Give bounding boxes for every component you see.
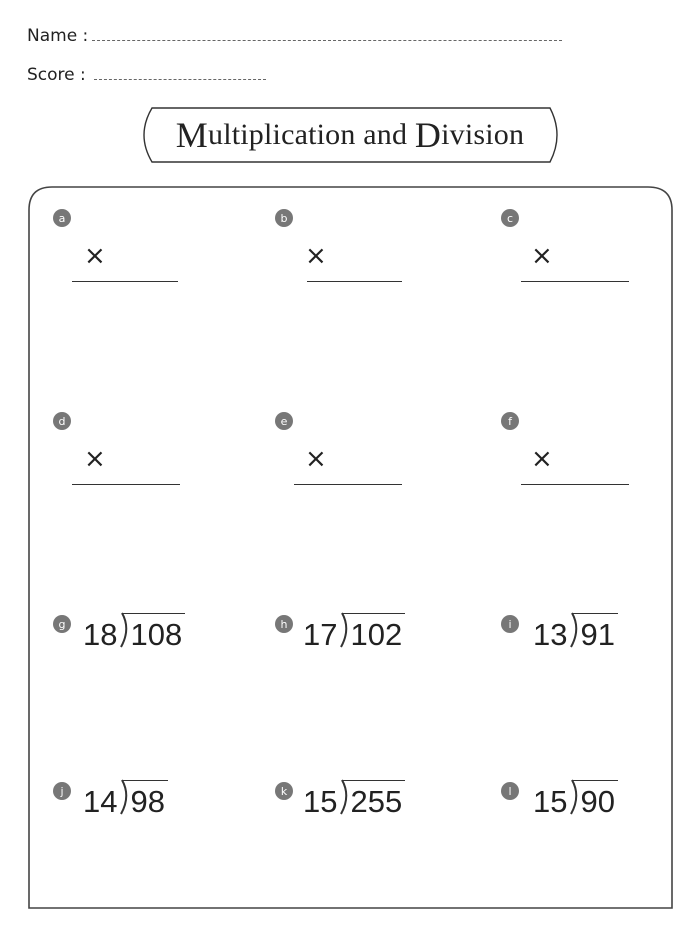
problem-label-badge: c bbox=[501, 209, 519, 227]
times-symbol: × bbox=[531, 241, 553, 271]
divisor: 18 bbox=[83, 617, 118, 652]
problem-label-badge: j bbox=[53, 782, 71, 800]
problem-label-badge: e bbox=[275, 412, 293, 430]
dividend: 108 bbox=[130, 617, 183, 652]
dividend: 98 bbox=[130, 784, 165, 819]
divisor: 15 bbox=[533, 784, 568, 819]
dividend: 102 bbox=[350, 617, 403, 652]
times-symbol: × bbox=[531, 444, 553, 474]
dividend: 91 bbox=[580, 617, 615, 652]
times-symbol: × bbox=[305, 444, 327, 474]
divisor: 13 bbox=[533, 617, 568, 652]
title-part-2: ivision bbox=[441, 118, 525, 151]
divisor: 17 bbox=[303, 617, 338, 652]
problem-label-badge: l bbox=[501, 782, 519, 800]
division-vinculum bbox=[573, 780, 617, 781]
problem-label-badge: a bbox=[53, 209, 71, 227]
divisor: 14 bbox=[83, 784, 118, 819]
division-vinculum bbox=[123, 613, 185, 614]
score-label: Score : bbox=[27, 65, 86, 85]
answer-line bbox=[294, 484, 402, 485]
times-symbol: × bbox=[84, 444, 106, 474]
title-cap-d: D bbox=[414, 115, 442, 155]
title-cap-m: M bbox=[175, 115, 208, 155]
problem-label-badge: h bbox=[275, 615, 293, 633]
answer-line bbox=[521, 281, 629, 282]
dividend: 255 bbox=[350, 784, 403, 819]
answer-line bbox=[307, 281, 402, 282]
answer-line bbox=[72, 484, 180, 485]
title-part-1: ultiplication and bbox=[208, 118, 415, 151]
problem-label-badge: k bbox=[275, 782, 293, 800]
times-symbol: × bbox=[84, 241, 106, 271]
problem-label-badge: d bbox=[53, 412, 71, 430]
division-vinculum bbox=[343, 613, 405, 614]
name-label: Name : bbox=[27, 26, 89, 46]
problem-label-badge: f bbox=[501, 412, 519, 430]
times-symbol: × bbox=[305, 241, 327, 271]
answer-line bbox=[521, 484, 629, 485]
division-vinculum bbox=[343, 780, 405, 781]
division-vinculum bbox=[573, 613, 617, 614]
answer-line bbox=[72, 281, 178, 282]
problem-label-badge: b bbox=[275, 209, 293, 227]
division-vinculum bbox=[123, 780, 167, 781]
divisor: 15 bbox=[303, 784, 338, 819]
problem-label-badge: g bbox=[53, 615, 71, 633]
dividend: 90 bbox=[580, 784, 615, 819]
problem-label-badge: i bbox=[501, 615, 519, 633]
